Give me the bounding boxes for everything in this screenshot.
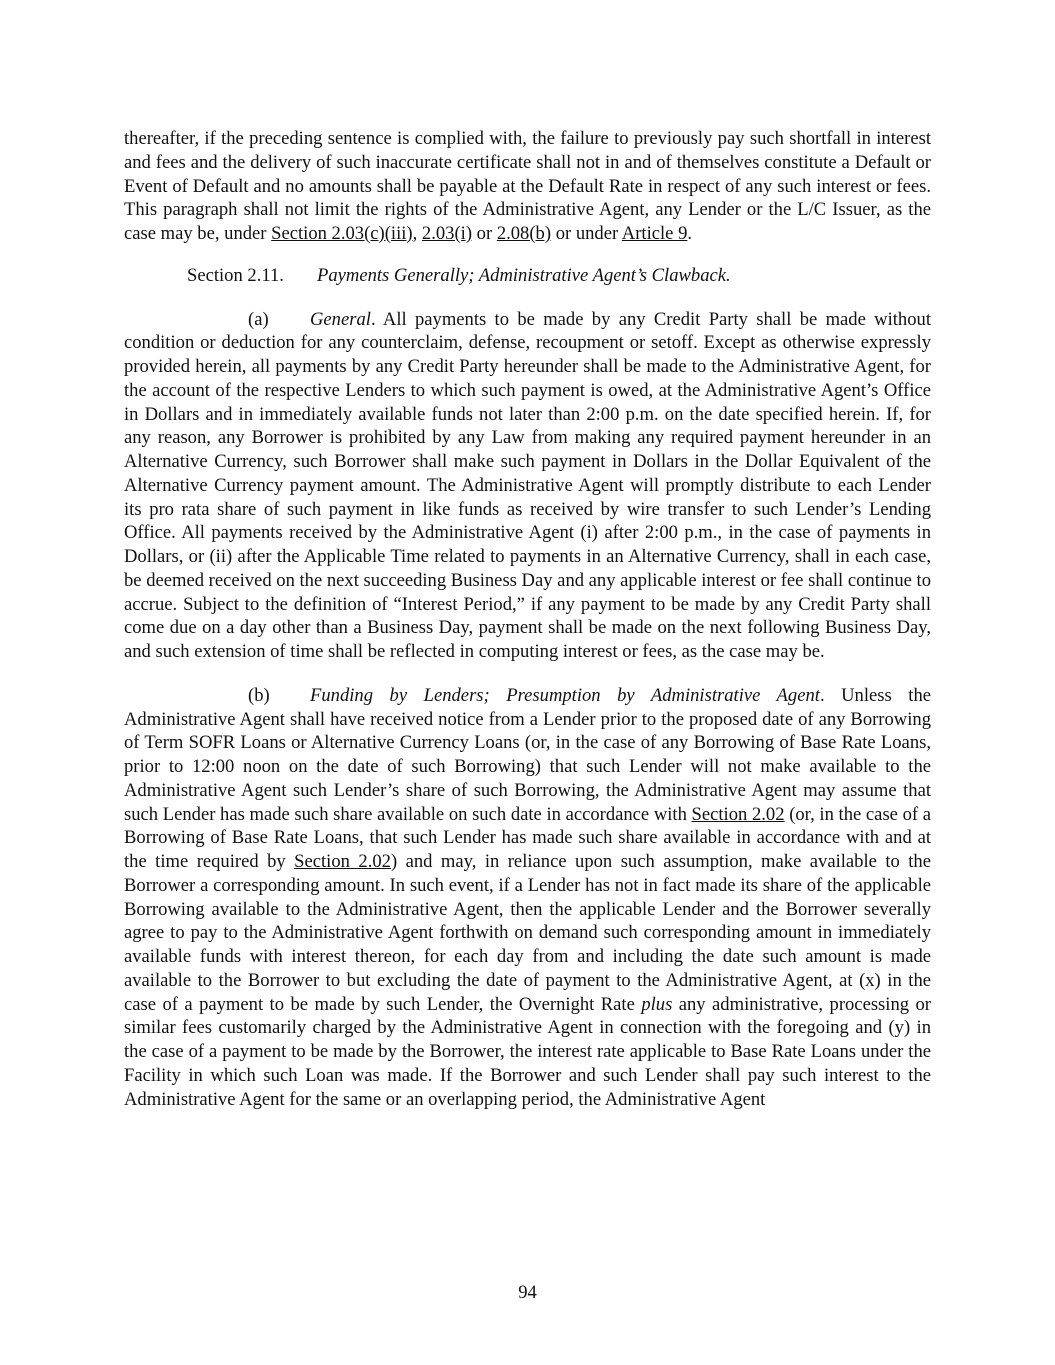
continuation-text-3: or: [472, 223, 497, 244]
cross-reference: 2.08(b): [496, 223, 552, 244]
cross-reference: Section 2.02: [691, 803, 785, 825]
cross-reference: Section 2.03(c)(iii): [271, 223, 413, 244]
continuation-text-1: thereafter, if the preceding sentence is complied with, the failure to previously pay such shortfall in interest and fees and the delivery of such inaccurate certificate shall not in and of themselves constitute a Default or Event of Default and no amounts shall be payable at the Default Rate in respect of any such interest or fees. This paragraph shall not limit the rights of the Administrative Agent, any Lender or the L/C Issuer, as the case may be, under: [124, 128, 931, 244]
paragraph-a: [124, 308, 931, 664]
paragraph-body-2: (or, in the case of a Borrowing of Base Rate Loans, that such Lender has made such share available in accordance with and at the time required by: [124, 803, 931, 872]
paragraph-title-period: .: [819, 684, 825, 706]
paragraph-title-period: .: [370, 308, 376, 330]
paragraph-title: General: [310, 308, 371, 330]
paragraph-body: All payments to be made by any Credit Party shall be made without condition or deduction for any counterclaim, defense, recoupment or setoff. Except as otherwise expressly provided herein, all payments by any Credit Party hereunder shall be made to the Administrative Agent, for the account of the respective Lenders to which such payment is owed, at the Administrative Agent’s Office in Dollars and in immediately available funds not later than 2:00 p.m. on the date specified herein. If, for any reason, any Borrower is prohibited by any Law from making any required payment hereunder in an Alternative Currency, such Borrower shall make such payment in Dollars in the Dollar Equivalent of the Alternative Currency payment amount. The Administrative Agent will promptly distribute to each Lender its pro rata share of such payment in like funds as received by wire transfer to such Lender’s Lending Office. All payments received by the Administrative Agent (i) after 2:00 p.m., in the case of payments in Dollars, or (ii) after the Applicable Time related to payments in an Alternative Currency, shall in each case, be deemed received on the next succeeding Business Day and any applicable interest or fee shall continue to accrue. Subject to the definition of “Interest Period,” if any payment to be made by any Credit Party shall come due on a day other than a Business Day, payment shall be made on the next following Business Day, and such extension of time shall be reflected in computing interest or fees, as the case may be.: [124, 308, 931, 662]
paragraph-body-1: Unless the Administrative Agent shall have received notice from a Lender prior to the proposed date of any Borrowing of Term SOFR Loans or Alternative Currency Loans (or, in the case of any Borrowing of Base Rate Loans, prior to 12:00 noon on the date of such Borrowing) that such Lender will not make available to the Administrative Agent such Lender’s share of such Borrowing, the Administrative Agent may assume that such Lender has made such share available on such date in accordance with: [124, 684, 931, 825]
paragraph-label: (b): [248, 684, 270, 706]
emphasis-plus: plus: [641, 993, 673, 1015]
paragraph-b: [124, 684, 931, 1112]
paragraph-body-4: any administrative, processing or similar fees customarily charged by the Administrative Agent in connection with the foregoing and (y) in the case of a payment to be made by the Borrower, the interest rate applicable to Base Rate Loans under the Facility in which such Loan was made. If the Borrower and such Lender shall pay such interest to the Administrative Agent for the same or an overlapping period, the Administrative Agent: [124, 993, 931, 1110]
cross-reference: 2.03(i): [421, 223, 473, 244]
paragraph-body-3: ) and may, in reliance upon such assumption, make available to the Borrower a corresponding amount. In such event, if a Lender has not in fact made its share of the applicable Borrowing available to the Administrative Agent, then the applicable Lender and the Borrower severally agree to pay to the Administrative Agent forthwith on demand such corresponding amount in immediately available funds with interest thereon, for each day from and including the date such amount is made available to the Borrower to but excluding the date of payment to the Administrative Agent, at (x) in the case of a payment to be made by such Lender, the Overnight Rate: [124, 851, 931, 1015]
cross-reference: Section 2.02: [294, 851, 391, 872]
document-page: [124, 127, 931, 1111]
paragraph-title: Funding by Lenders; Presumption by Administrative Agent: [310, 684, 820, 706]
continuation-text-2: ,: [412, 223, 422, 244]
section-number: Section 2.11.: [187, 264, 284, 286]
continuation-text-4: or under: [551, 223, 622, 244]
continuation-text-5: .: [687, 223, 693, 244]
cross-reference: Article 9: [621, 223, 688, 244]
page-number: 94: [518, 1282, 537, 1303]
section-title: Payments Generally; Administrative Agent’s Clawback.: [317, 264, 731, 286]
continuation-paragraph: [124, 127, 931, 246]
paragraph-label: (a): [248, 308, 269, 330]
section-heading: [124, 264, 931, 288]
